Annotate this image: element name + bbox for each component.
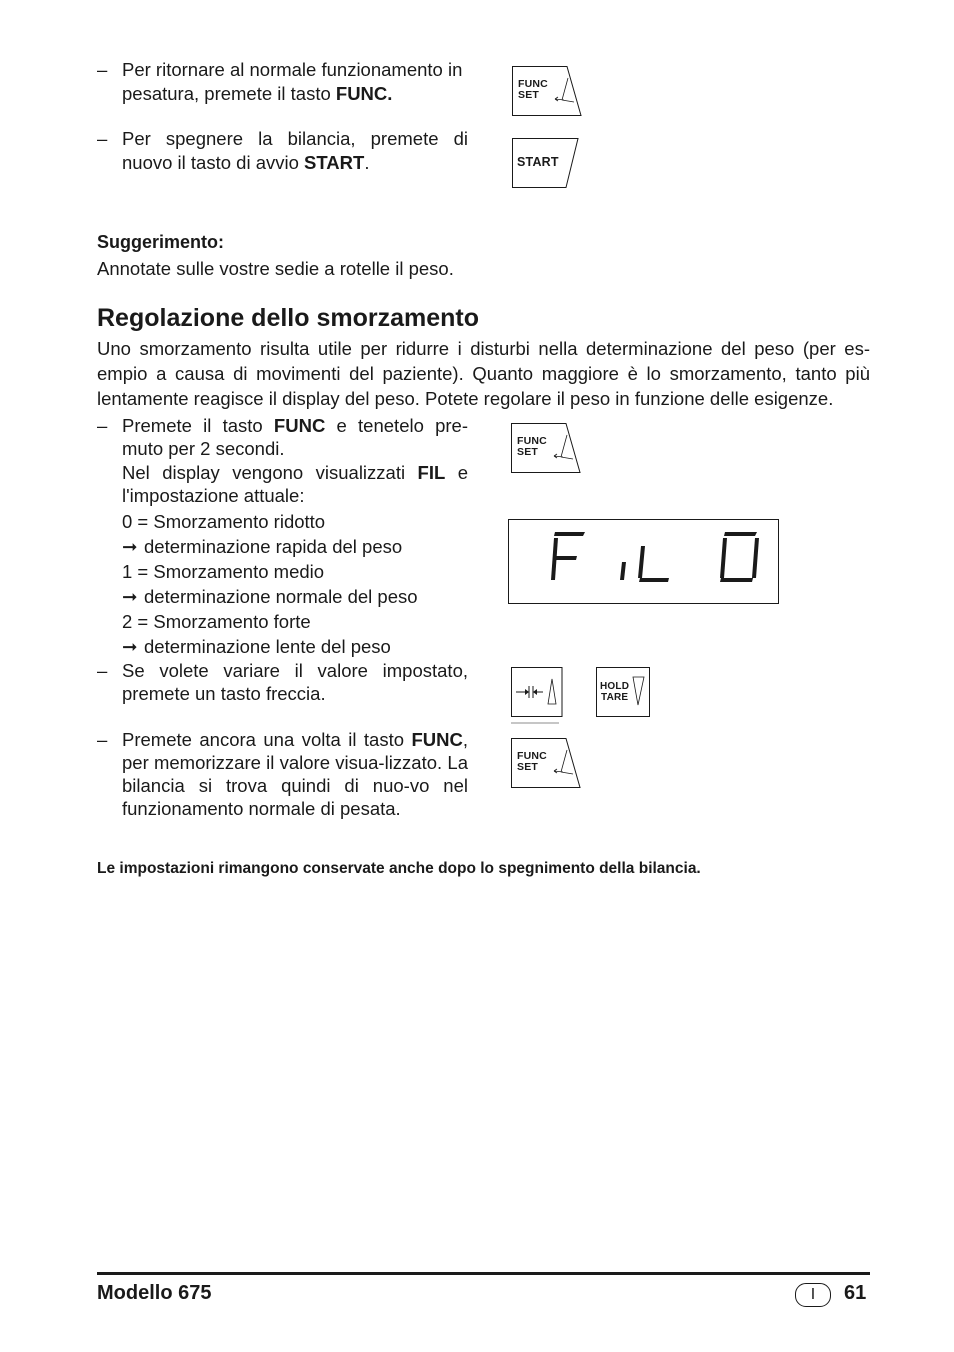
step-dash: – <box>97 128 108 149</box>
step-text: Premete il tasto <box>122 415 274 436</box>
option-result <box>122 584 418 609</box>
section-heading: Regolazione dello smorzamento <box>97 304 480 332</box>
key-name: START <box>304 152 365 173</box>
footer-rule <box>97 1272 870 1275</box>
settings-note: Le impostazioni rimangono conservate anche dopo lo spegnimento della bilancia. <box>97 860 701 877</box>
key-name: FUNC <box>411 729 463 750</box>
tare-label: TARE <box>601 692 629 703</box>
step-text: Nel display vengono visualizzati <box>122 462 418 483</box>
func-set-key <box>512 66 582 116</box>
result-text: determinazione normale del peso <box>144 586 418 607</box>
step-text: Per ritornare al normale funzionamento in pesatura, premete il tasto <box>122 59 463 104</box>
hold-tare-key <box>596 667 650 717</box>
step-dash: – <box>97 729 108 750</box>
func-set-key <box>511 423 581 473</box>
hint-text: Annotate sulle vostre sedie a rotelle il peso. <box>97 258 454 279</box>
option-label: 2 = Smorzamento forte <box>122 611 311 632</box>
step-dash: – <box>97 415 108 436</box>
section-intro: Uno smorzamento risulta utile per ridurre i disturbi nella determinazione del peso (per es-empio a causa di movimenti del paziente). Quanto maggiore è lo smorzamento, tanto più lentamente reagisce il display del peso. Potete regolare il peso in funzione delle esigenze. <box>97 338 870 409</box>
option-label: 1 = Smorzamento medio <box>122 561 325 582</box>
set-label: SET <box>517 761 539 773</box>
page-number: 61 <box>844 1282 867 1304</box>
lcd-display <box>508 519 779 604</box>
step-text: e l'impostazione attuale: <box>122 462 468 506</box>
arrow-down-key <box>511 667 563 725</box>
arrow-icon: ➞ <box>122 586 138 607</box>
damping-options <box>122 509 418 659</box>
step-return-normal <box>122 58 468 106</box>
hint-title: Suggerimento: <box>97 232 225 252</box>
step-text: , per memorizzare il valore visua-lizzato. La bilancia si trova quindi di nuo-vo nel funzionamento normale di pesata. <box>122 729 468 819</box>
option-result <box>122 534 418 559</box>
arrow-icon: ➞ <box>122 536 138 557</box>
func-label: FUNC <box>517 750 547 762</box>
display-code: FIL <box>417 462 446 483</box>
step-change-value: Se volete variare il valore impostato, premete un tasto freccia. <box>122 660 468 704</box>
func-set-key <box>511 738 581 788</box>
result-text: determinazione rapida del peso <box>144 536 403 557</box>
start-label: START <box>517 155 559 169</box>
step-save-value <box>122 728 468 820</box>
step-display-info <box>122 461 468 507</box>
func-label: FUNC <box>517 435 547 447</box>
arrow-key-outline <box>511 667 563 725</box>
step-text: Per spegnere la bilancia, premete di nuovo il tasto di avvio <box>122 128 468 173</box>
option-result <box>122 634 418 659</box>
arrow-icon: ➞ <box>122 636 138 657</box>
step-text: e tenetelo pre-muto per 2 secondi. <box>122 415 468 459</box>
lcd-digits <box>509 520 778 603</box>
start-key <box>512 138 580 188</box>
step-dash: – <box>97 59 108 80</box>
step-text: Premete ancora una volta il tasto <box>122 729 412 750</box>
func-label: FUNC <box>518 78 548 90</box>
step-dash: – <box>97 660 108 681</box>
step-press-func <box>122 414 468 460</box>
step-text: . <box>364 152 370 173</box>
set-label: SET <box>517 446 539 458</box>
result-text: determinazione lente del peso <box>144 636 391 657</box>
option-label: 0 = Smorzamento ridotto <box>122 511 326 532</box>
set-label: SET <box>518 89 540 101</box>
footer-model: Modello 675 <box>97 1282 212 1304</box>
key-name: FUNC <box>273 415 326 436</box>
step-power-off <box>122 127 468 175</box>
hold-label: HOLD <box>600 681 630 692</box>
language-badge: I <box>795 1283 831 1307</box>
key-name: FUNC. <box>335 83 393 104</box>
